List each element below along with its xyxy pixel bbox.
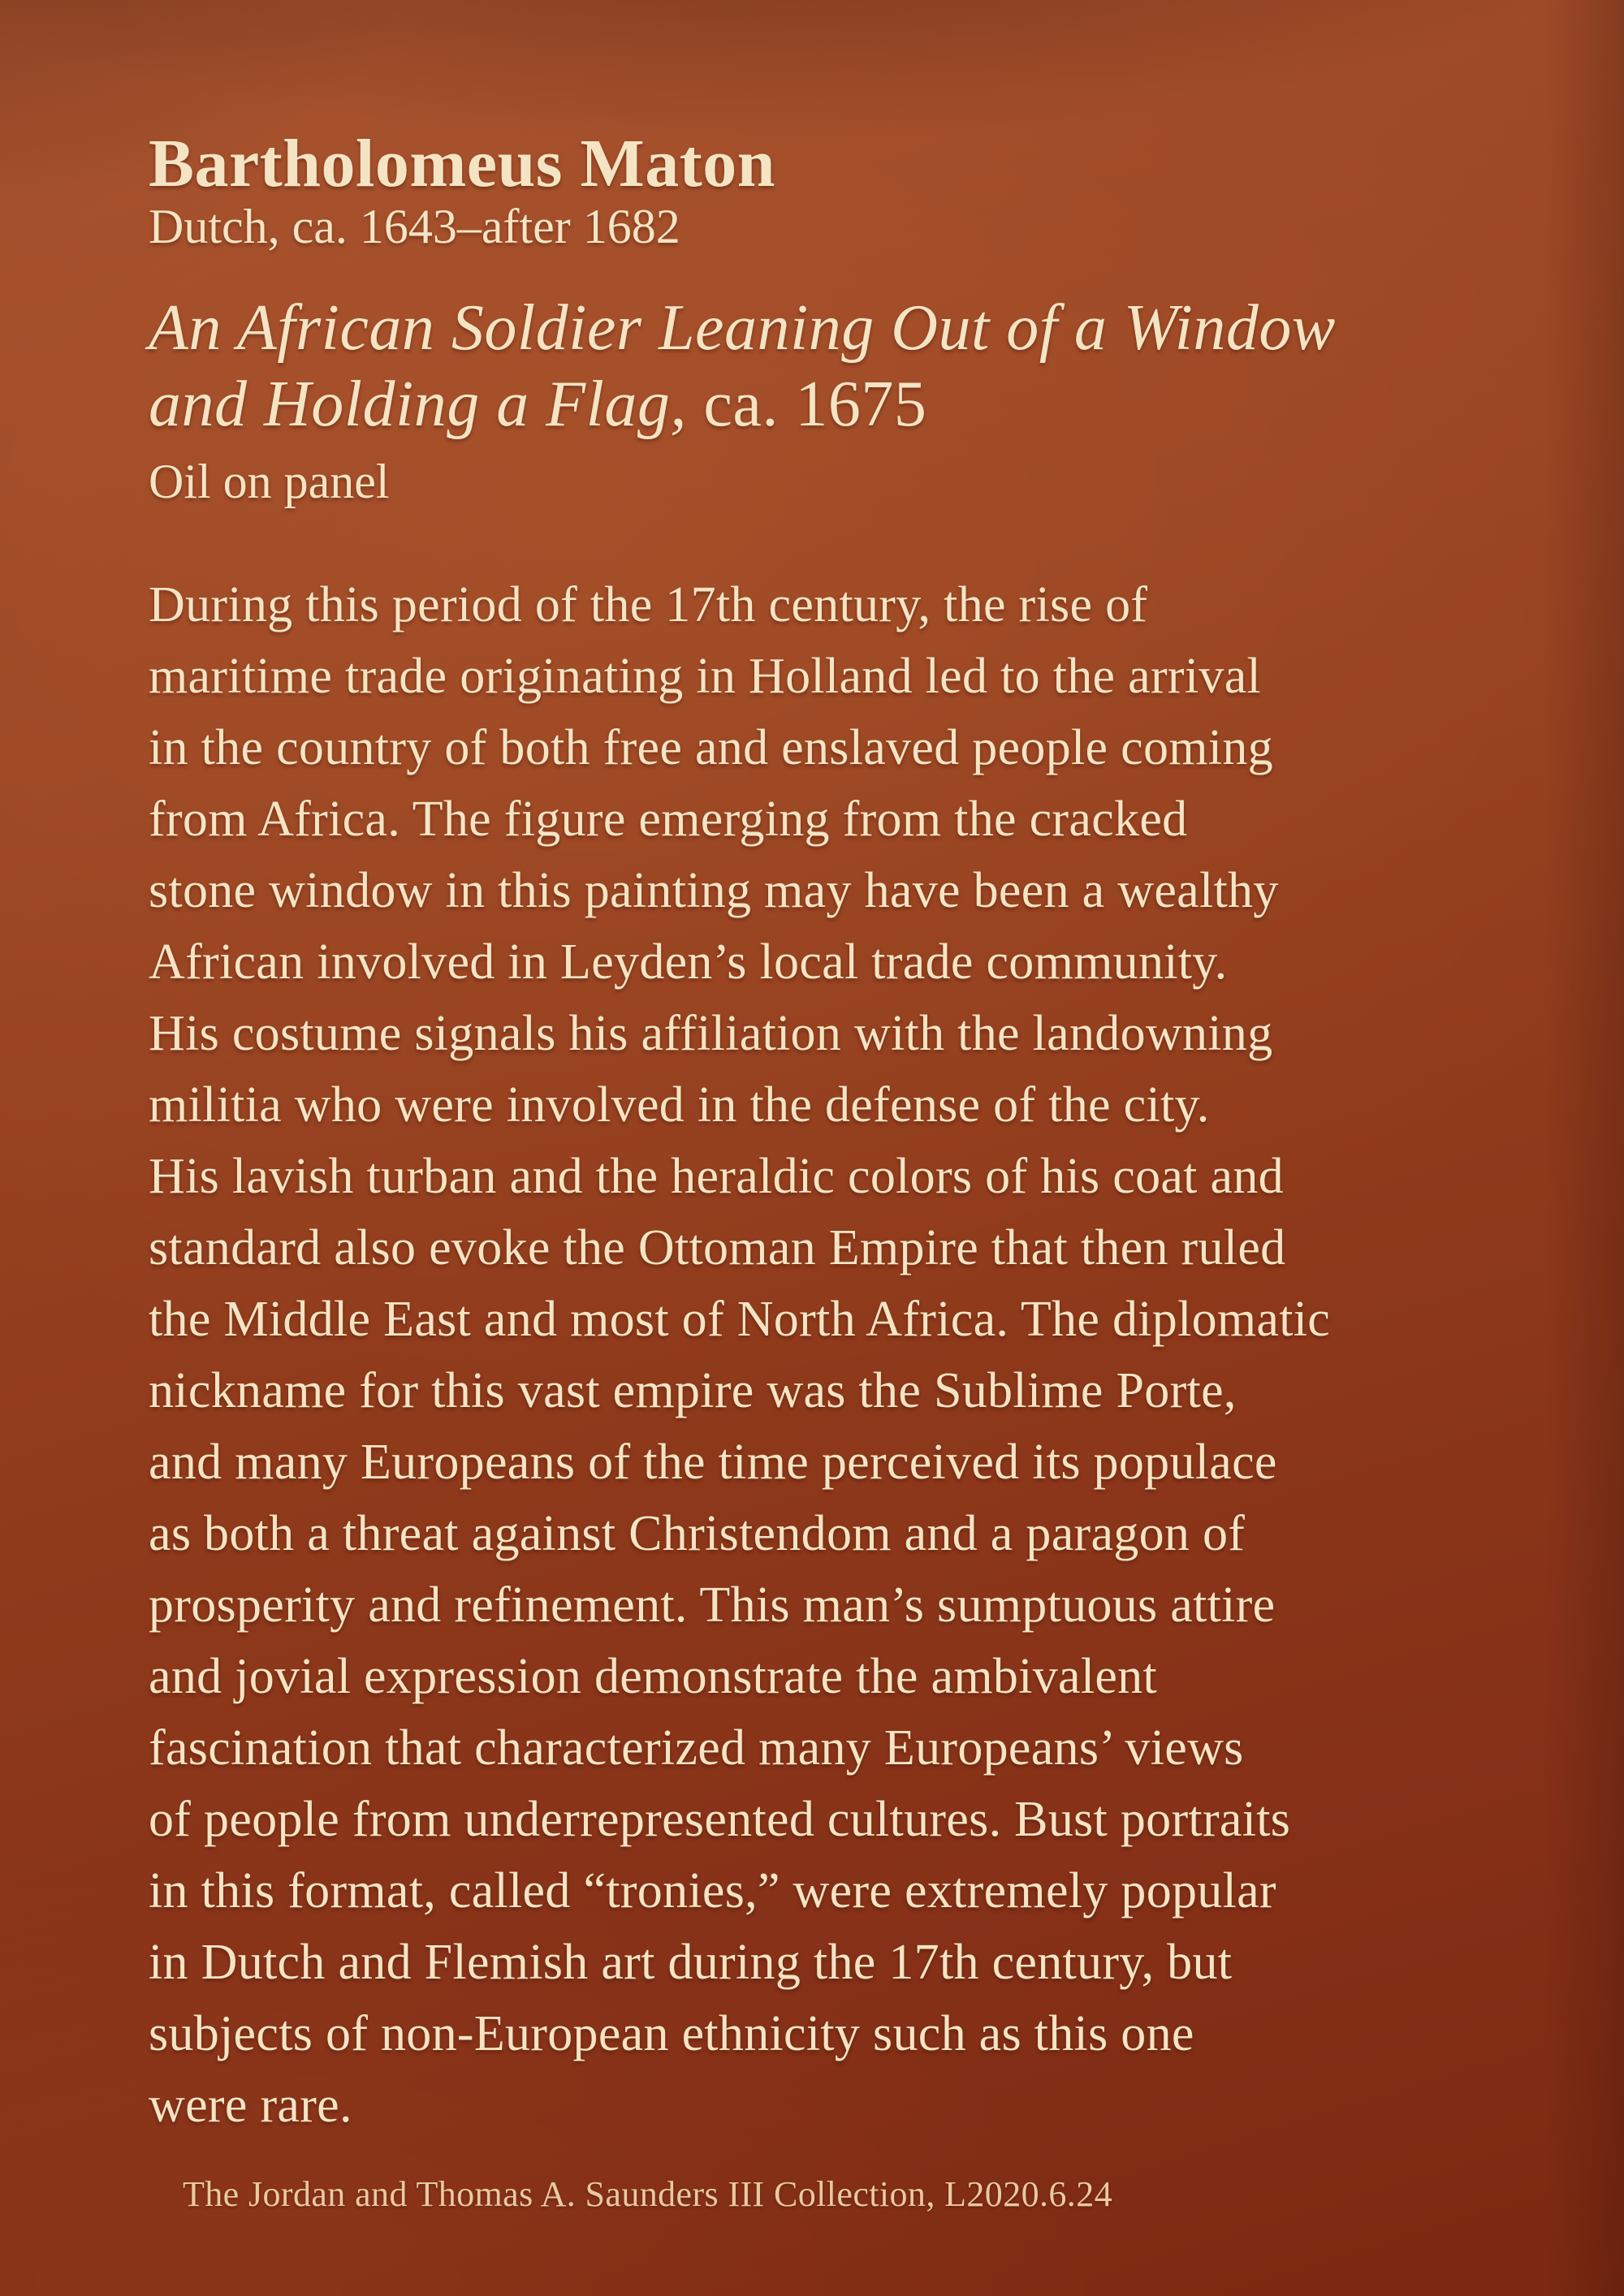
artwork-medium: Oil on panel (149, 454, 390, 508)
body-text-line: maritime trade originating in Holland led to the arrival (149, 648, 1262, 704)
body-text-line: stone window in this painting may have been a wealthy (149, 862, 1279, 918)
body-text-line: as both a threat against Christendom and a paragon of (149, 1505, 1246, 1561)
body-text-line: in Dutch and Flemish art during the 17th century, but (149, 1934, 1233, 1990)
body-text-line: African involved in Leyden’s local trade community. (149, 934, 1228, 990)
body-text-line: nickname for this vast empire was the Sublime Porte, (149, 1362, 1237, 1418)
credit-line: The Jordan and Thomas A. Saunders III Collection, L2020.6.24 (183, 2173, 1112, 2214)
artwork-title-text-2: and Holding a Flag, (149, 369, 687, 441)
body-text-line: prosperity and refinement. This man’s sumptuous attire (149, 1577, 1276, 1633)
artwork-date: ca. 1675 (686, 369, 927, 441)
artwork-title-text-1: An African Soldier Leaning Out of a Window (149, 292, 1336, 364)
body-text-line: in the country of both free and enslaved people coming (149, 719, 1273, 775)
body-text-line: and many Europeans of the time perceived its populace (149, 1434, 1277, 1490)
body-text-line: His lavish turban and the heraldic colors of his coat and (149, 1148, 1284, 1204)
body-text-line: of people from underrepresented cultures. Bust portraits (149, 1791, 1291, 1847)
body-text-line: subjects of non-European ethnicity such as this one (149, 2005, 1194, 2061)
description-paragraph (149, 569, 1478, 2141)
body-text-line: and jovial expression demonstrate the ambivalent (149, 1648, 1157, 1704)
body-text-line: His costume signals his affiliation with the landowning (149, 1005, 1273, 1061)
artwork-title-line1 (149, 290, 1478, 366)
body-text-line: fascination that characterized many Europeans’ views (149, 1720, 1244, 1776)
artist-name: Bartholomeus Maton (149, 126, 775, 201)
body-text-line: militia who were involved in the defense of the city. (149, 1077, 1210, 1133)
body-text-line: in this format, called “tronies,” were extremely popular (149, 1862, 1276, 1918)
artist-nationality-dates: Dutch, ca. 1643–after 1682 (149, 200, 680, 253)
artwork-title-line2 (149, 366, 1478, 442)
body-text-line: standard also evoke the Ottoman Empire that then ruled (149, 1219, 1286, 1275)
artwork-title (149, 290, 1478, 443)
body-text-line: the Middle East and most of North Africa. The diplomatic (149, 1291, 1331, 1347)
body-text-line: from Africa. The figure emerging from the cracked (149, 791, 1188, 847)
body-text-line: During this period of the 17th century, the rise of (149, 576, 1148, 632)
body-text-line: were rare. (149, 2077, 352, 2133)
